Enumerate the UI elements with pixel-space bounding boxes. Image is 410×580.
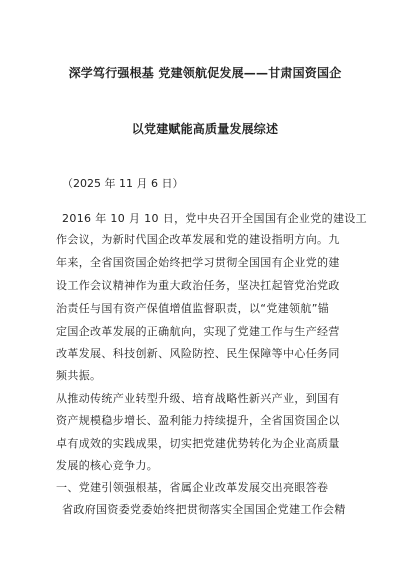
paragraph-line: 定国企改革发展的正确航向，实现了党建工作与生产经营 [56, 325, 340, 338]
paragraph-line: 卓有成效的实践成果，切实把党建优势转化为企业高质量 [56, 437, 340, 450]
paragraph-line: 治责任与国有资产保值增值监督职责，以“党建领航”锚 [56, 302, 330, 315]
paragraph-line: 频共振。 [56, 369, 102, 382]
document-title-line-2: 以党建赋能高质量发展综述 [131, 122, 279, 136]
document-title-line-1: 深学笃行强根基 党建领航促发展——甘肃国资国企 [68, 66, 342, 80]
paragraph-line: 改革发展、科技创新、风险防控、民生保障等中心任务同 [56, 347, 340, 360]
paragraph-line: 2016 年 10 月 10 日，党中央召开全国国有企业党的建设工 [62, 212, 368, 225]
paragraph-line: 资产规模稳步增长、盈利能力持续提升，全省国资国企以 [56, 414, 340, 427]
paragraph-line: 从推动传统产业转型升级、培育战略性新兴产业，到国有 [56, 392, 340, 405]
paragraph-line: 省政府国资委党委始终把贯彻落实全国国企党建工作会精 [62, 503, 346, 516]
section-heading: 一、党建引领强根基，省属企业改革发展交出亮眼答卷 [56, 481, 329, 494]
paragraph-line: 年来，全省国资国企始终把学习贯彻全国国有企业党的建 [56, 256, 340, 269]
paragraph-line: 发展的核心竞争力。 [56, 459, 159, 472]
document-date: （2025 年 11 月 6 日） [62, 177, 184, 190]
paragraph-line: 设工作会议精神作为重大政治任务，坚决扛起管党治党政 [56, 279, 340, 292]
paragraph-line: 作会议，为新时代国企改革发展和党的建设指明方向。九 [56, 233, 340, 246]
